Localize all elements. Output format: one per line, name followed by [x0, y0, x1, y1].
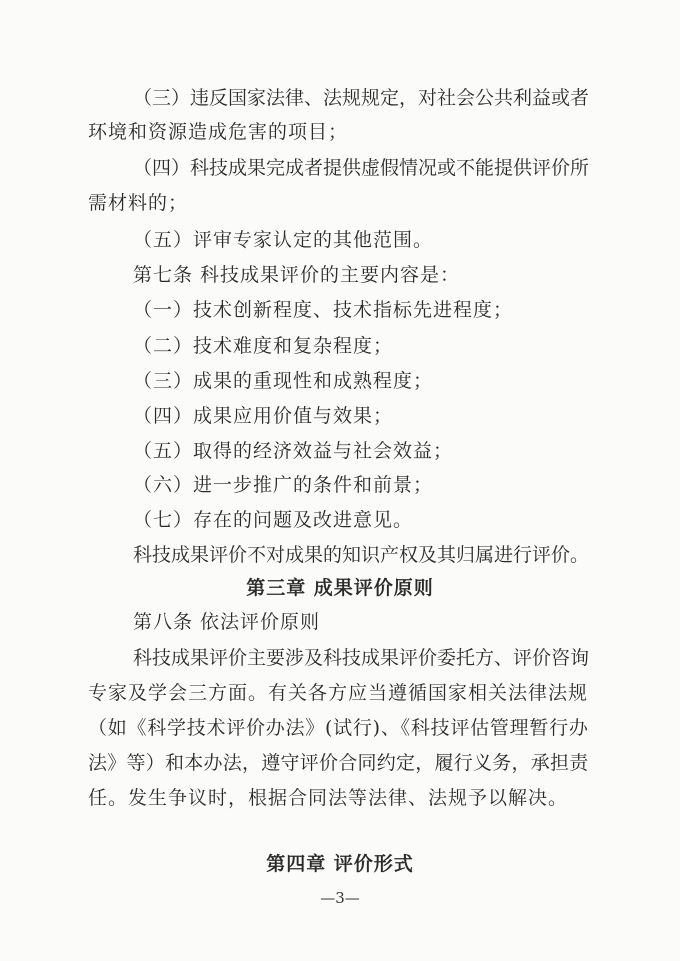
article-8-title: 第八条 依法评价原则	[133, 611, 321, 633]
paragraph-line: （三）违反国家法律、法规规定，对社会公共利益或者	[133, 87, 590, 109]
paragraph-line: 法》等）和本办法，遵守评价合同约定，履行义务，承担责	[88, 752, 589, 774]
list-item: （一）技术创新程度、技术指标先进程度；	[133, 299, 514, 321]
list-item: （二）技术难度和复杂程度；	[133, 335, 394, 357]
chapter-4-heading: 第四章 评价形式	[266, 853, 414, 875]
chapter-3-heading: 第三章 成果评价原则	[246, 577, 434, 599]
paragraph-line: 科技成果评价不对成果的知识产权及其归属进行评价。	[133, 544, 590, 566]
list-item: （三）成果的重现性和成熟程度；	[133, 370, 434, 392]
article-7-title: 第七条 科技成果评价的主要内容是：	[133, 264, 461, 286]
paragraph-line: 任。发生争议时，根据合同法等法律、法规予以解决。	[88, 787, 569, 809]
list-item: （七）存在的问题及改进意见。	[133, 509, 414, 531]
paragraph-line: 环境和资源造成危害的项目；	[88, 121, 349, 143]
paragraph-line: 专家及学会三方面。有关各方应当遵循国家相关法律法规	[88, 682, 589, 704]
paragraph-line: （四）科技成果完成者提供虚假情况或不能提供评价所	[133, 157, 590, 179]
page-number: —3—	[320, 889, 360, 907]
list-item: （五）取得的经济效益与社会效益；	[133, 440, 454, 462]
list-item: （六）进一步推广的条件和前景；	[133, 474, 434, 496]
paragraph-line: （五）评审专家认定的其他范围。	[133, 229, 434, 251]
paragraph-line: 需材料的；	[88, 192, 189, 214]
paragraph-line: （如《科学技术评价办法》(试行)、《科技评估管理暂行办	[88, 717, 589, 739]
paragraph-line: 科技成果评价主要涉及科技成果评价委托方、评价咨询	[133, 647, 590, 669]
list-item: （四）成果应用价值与效果；	[133, 405, 394, 427]
